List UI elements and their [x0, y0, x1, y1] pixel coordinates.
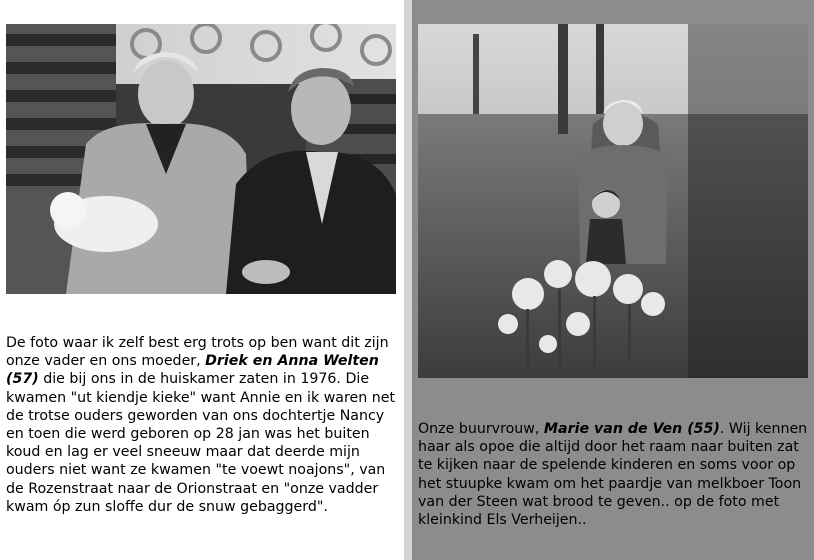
right-panel	[412, 0, 814, 560]
panel-divider	[404, 0, 412, 560]
caption-marie-body: . Wij kennen haar als opoe die altijd door het raam naar buiten zat te kijken naar de spelende kinderen en soms voor op het stuupke kwam om het paardje van melkboer Toon van der Steen wat brood te geven.. op de foto met kleinkind Els Verheijen..	[418, 421, 808, 529]
photo-welten-couple	[6, 24, 396, 294]
left-panel	[0, 0, 404, 560]
caption-welten-body: die bij ons in de huiskamer zaten in 1976. Die kwamen "ut kiendje kieke" want Annie en ik waren net de trotse ouders geworden van ons dochtertje Nancy en toen die werd geboren op 28 jan was het buiten koud en lag er veel sneeuw maar dat deerde mijn ouders niet want ze kwamen "te voewt noajons", van de Rozenstraat naar de Orionstraat en "onze vadder kwam óp zun sloffe dur de snuw gebaggerd".	[6, 371, 396, 515]
caption-marie	[418, 420, 810, 529]
caption-welten-intro: De foto waar ik zelf best erg trots op ben want dit zijn onze vader en ons moeder,	[6, 335, 389, 370]
caption-marie-intro: Onze buurvrouw,	[418, 421, 544, 437]
photo-garden-illustration	[418, 24, 808, 378]
caption-welten-names: Driek en Anna Welten (57)	[6, 353, 379, 388]
photo-welten-illustration	[6, 24, 396, 294]
caption-marie-names: Marie van de Ven (55)	[543, 421, 720, 437]
caption-welten	[6, 334, 398, 516]
photo-marie-van-de-ven	[418, 24, 808, 378]
